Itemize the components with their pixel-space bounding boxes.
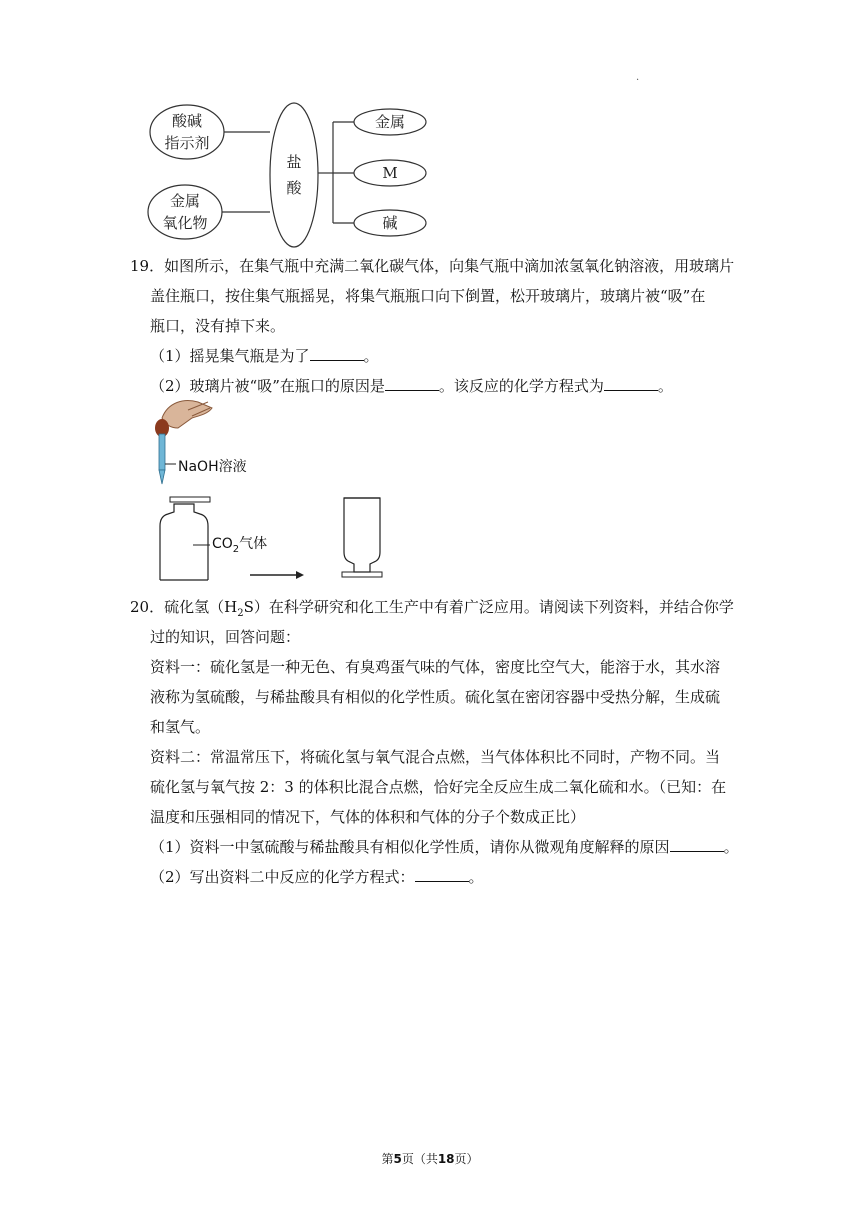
question-20-line-2: 过的知识，回答问题： — [150, 628, 301, 646]
subquestion-punct: 。 — [723, 838, 739, 856]
subquestion-punct: 。 — [468, 868, 484, 886]
hydrochloric-acid-diagram — [145, 96, 445, 248]
experiment-figure — [148, 388, 388, 588]
material-2-line-3: 温度和压强相同的情况下，气体的体积和气体的分子个数成正比） — [150, 808, 586, 826]
glass-plate-icon — [170, 497, 210, 502]
subquestion-text: （2）写出资料二中反应的化学方程式： — [150, 868, 415, 886]
subquestion-text: 。该反应的化学方程式为 — [438, 377, 604, 395]
apparatus-shapes — [148, 388, 388, 588]
co2-gas-text: 气体 — [239, 536, 268, 552]
corner-mark: . — [636, 72, 640, 83]
glass-plate-bottom-icon — [342, 572, 382, 577]
subquestion-punct: 。 — [657, 377, 673, 395]
footer-text: 页） — [454, 1152, 479, 1166]
question-text: S）在科学研究和化工生产中有着广泛应用。请阅读下列资料，并结合你学 — [243, 598, 734, 616]
question-19-sub-1 — [150, 346, 379, 366]
co2-subscript: 2 — [232, 543, 240, 555]
total-pages: 18 — [437, 1152, 455, 1166]
material-2-line-2: 硫化氢与氧气按 2：3 的体积比混合点燃，恰好完全反应生成二氧化硫和水。（已知：在 — [150, 778, 727, 796]
right-middle-label: M — [382, 164, 398, 182]
co2-formula: CO — [212, 536, 233, 552]
question-number: 19． — [130, 257, 165, 275]
page-number: 5 — [393, 1152, 402, 1166]
dropper-tube-icon — [159, 434, 165, 470]
left-top-label: 酸碱 指示剂 — [164, 112, 210, 152]
footer-text: 第 — [381, 1152, 394, 1166]
material-1-line-2: 液称为氢硫酸，与稀盐酸具有相似的化学性质。硫化氢在密闭容器中受热分解，生成硫 — [150, 688, 721, 706]
answer-blank[interactable] — [415, 867, 469, 882]
center-label: 盐酸 — [286, 153, 302, 197]
question-number: 20． — [130, 598, 165, 616]
material-1-line-3: 和氢气。 — [150, 718, 211, 736]
question-19-line-1 — [130, 256, 734, 276]
right-bottom-label: 碱 — [382, 214, 398, 232]
material-1-line-1: 资料一：硫化氢是一种无色、有臭鸡蛋气味的气体，密度比空气大，能溶于水，其水溶 — [150, 658, 721, 676]
footer-text: 页（共 — [401, 1152, 438, 1166]
answer-blank[interactable] — [604, 376, 658, 391]
question-20-line-1 — [130, 597, 734, 624]
h2s-subscript: 2 — [237, 608, 244, 619]
page-footer — [0, 1150, 860, 1167]
answer-blank[interactable] — [385, 376, 439, 391]
question-19-line-2: 盖住瓶口，按住集气瓶摇晃，将集气瓶瓶口向下倒置，松开玻璃片，玻璃片被“吸”在 — [150, 287, 706, 305]
co2-label — [212, 533, 267, 555]
subquestion-text: （1）摇晃集气瓶是为了 — [150, 347, 310, 365]
answer-blank[interactable] — [310, 346, 364, 361]
question-text: 硫化氢（H — [164, 598, 238, 616]
subquestion-text: （1）资料一中氢硫酸与稀盐酸具有相似化学性质，请你从微观角度解释的原因 — [150, 838, 670, 856]
question-20-sub-2 — [150, 867, 484, 887]
inverted-bottle-icon — [344, 498, 380, 572]
naoh-label: NaOH溶液 — [178, 459, 247, 475]
subquestion-punct: 。 — [363, 347, 379, 365]
subquestion-text: （2）玻璃片被“吸”在瓶口的原因是 — [150, 377, 385, 395]
question-19-line-3: 瓶口，没有掉下来。 — [150, 317, 286, 335]
gas-bottle-icon — [160, 504, 208, 580]
question-20-sub-1 — [150, 837, 739, 857]
hand-icon — [162, 401, 212, 428]
material-2-line-1: 资料二：常温常压下，将硫化氢与氧气混合点燃，当气体体积比不同时，产物不同。当 — [150, 748, 721, 766]
left-bottom-label: 金属 氧化物 — [162, 192, 208, 232]
answer-blank[interactable] — [670, 837, 724, 852]
right-top-label: 金属 — [374, 113, 405, 131]
question-text: 如图所示，在集气瓶中充满二氧化碳气体，向集气瓶中滴加浓氢氧化钠溶液，用玻璃片 — [164, 257, 735, 275]
